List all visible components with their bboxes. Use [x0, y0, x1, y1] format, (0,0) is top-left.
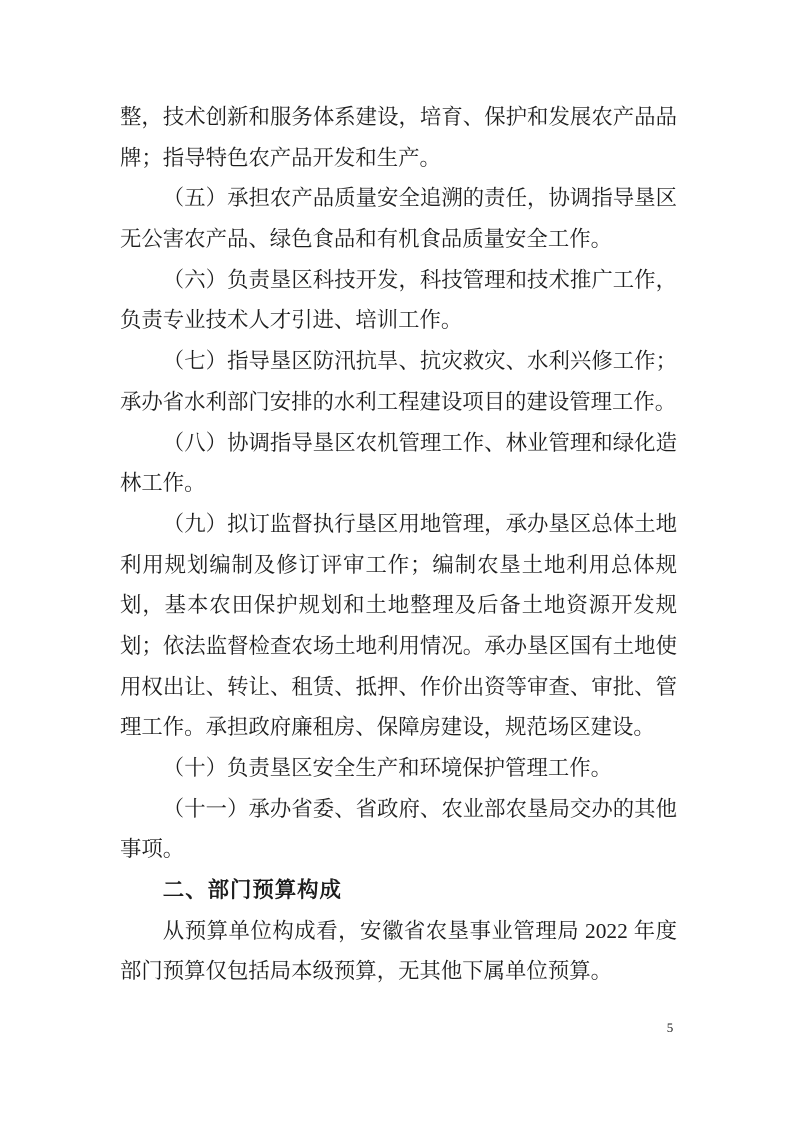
text-line: 整，技术创新和服务体系建设，培育、保护和发展农产品品: [120, 105, 677, 129]
text-line: （十一）承办省委、省政府、农业部农垦局交办的其他: [162, 796, 677, 821]
document-body: [120, 97, 677, 992]
text-line: 理工作。承担政府廉租房、保障房建设，规范场区建设。: [120, 715, 655, 740]
text-line: 用权出让、转让、租赁、抵押、作价出资等审查、审批、管: [120, 674, 677, 699]
text-line: 承办省水利部门安排的水利工程建设项目的建设管理工作。: [120, 389, 677, 414]
text-line: 无公害农产品、绿色食品和有机食品质量安全工作。: [120, 227, 612, 252]
text-line: 从预算单位构成看，安徽省农垦事业管理局 2022 年度: [162, 918, 677, 943]
page-number: 5: [666, 1020, 674, 1035]
text-line: 利用规划编制及修订评审工作；编制农垦土地利用总体规: [120, 552, 677, 577]
text-line: （六）负责垦区科技开发，科技管理和技术推广工作，: [162, 267, 677, 292]
text-line: 划；依法监督检查农场土地利用情况。承办垦区国有土地使: [120, 633, 677, 658]
text-line: （五）承担农产品质量安全追溯的责任，协调指导垦区: [162, 186, 677, 211]
text-line: （八）协调指导垦区农机管理工作、林业管理和绿化造: [162, 430, 677, 455]
text-line: 部门预算仅包括局本级预算，无其他下属单位预算。: [120, 959, 612, 984]
text-line: （九）拟订监督执行垦区用地管理，承办垦区总体土地: [162, 511, 677, 536]
text-line: 负责专业技术人才引进、培训工作。: [120, 308, 463, 333]
text-line: 事项。: [120, 837, 185, 862]
section-heading: 二、部门预算构成: [162, 878, 342, 903]
text-line: 牌；指导特色农产品开发和生产。: [120, 145, 441, 170]
text-line: （十）负责垦区安全生产和环境保护管理工作。: [162, 756, 613, 780]
text-line: 林工作。: [120, 471, 206, 496]
text-line: （七）指导垦区防汛抗旱、抗灾救灾、水利兴修工作；: [162, 349, 677, 374]
text-line: 划，基本农田保护规划和土地整理及后备土地资源开发规: [120, 593, 677, 618]
